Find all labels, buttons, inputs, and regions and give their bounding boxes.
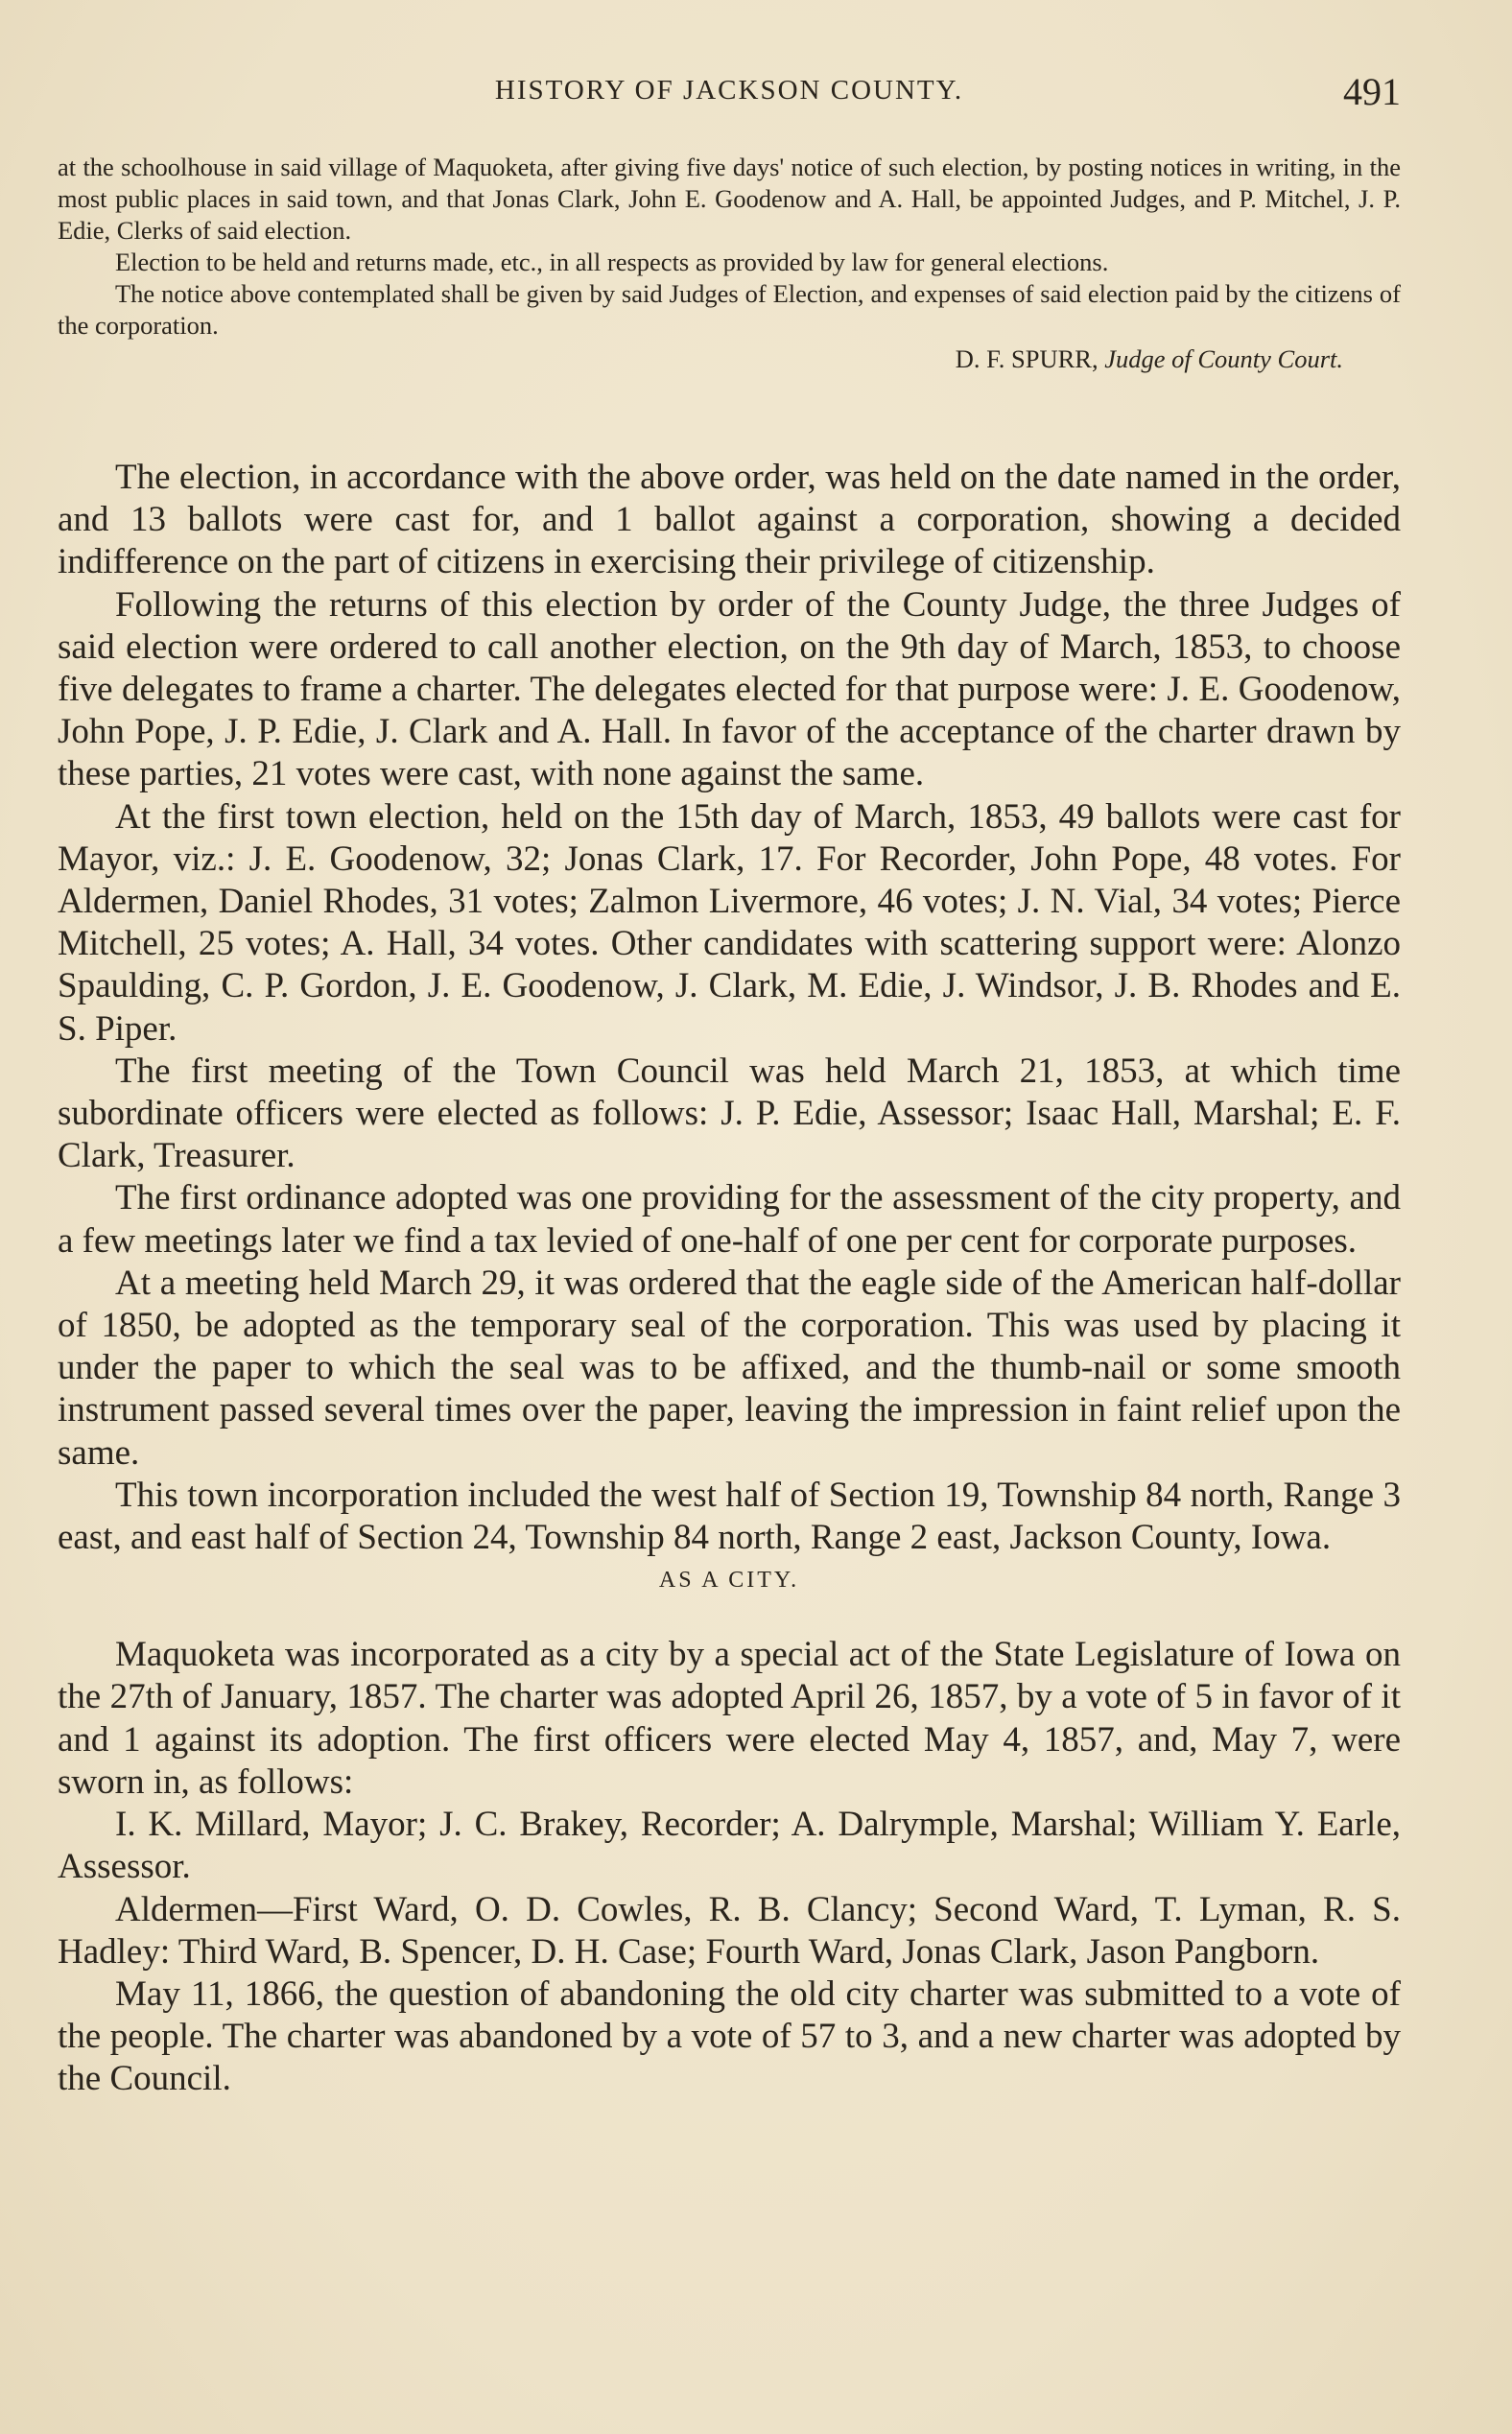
order-paragraph: at the schoolhouse in said village of Maquoketa, after giving five days' notice of such election, by posting notices in writing, in the most public places in said town, and that Jonas Clark, John E. Goodenow and A. Hall, be appointed Judges, and P. Mitchel, J. P. Edie, Clerks of said election. xyxy=(58,153,1401,245)
section-heading: AS A CITY. xyxy=(658,1568,800,1594)
body-paragraph: I. K. Millard, Mayor; J. C. Brakey, Recorder; A. Dalrymple, Marshal; William Y. Earle, Assessor. xyxy=(58,1805,1401,1887)
page-header xyxy=(58,69,1401,127)
body-paragraph: The first ordinance adopted was one providing for the assessment of the city property, and a few meetings later we find a tax levied of one-half of one per cent for corporate purposes. xyxy=(58,1178,1401,1261)
order-paragraph: The notice above contemplated shall be given by said Judges of Election, and expenses of said election paid by the citizens of the corporation. xyxy=(58,279,1401,340)
main-body-text xyxy=(58,457,1401,2101)
page-number: 491 xyxy=(1343,70,1401,113)
signature-title: Judge of County Court. xyxy=(1104,344,1343,373)
court-order-text xyxy=(58,152,1401,375)
body-paragraph: Following the returns of this election by order of the County Judge, the three Judges of said election were ordered to call another election, on the 9th day of March, 1853, to choose five delegates to frame a charter. The delegates elected for that purpose were: J. E. Goodenow, John Pope, J. P. Edie, J. Clark and A. Hall. In favor of the acceptance of the charter drawn by these parties, 21 votes were cast, with none against the same. xyxy=(58,584,1401,794)
body-paragraph: At a meeting held March 29, it was ordered that the eagle side of the American half-dollar of 1850, be adopted as the temporary seal of the corporation. This was used by placing it under the paper to which the seal was to be affixed, and the thumb-nail or some smooth instrument passed several times over the paper, leaving the impression in faint relief upon the same. xyxy=(58,1263,1401,1473)
body-paragraph: Maquoketa was incorporated as a city by a special act of the State Legislature of Iowa on the 27th of January, 1857. The charter was adopted April 26, 1857, by a vote of 5 in favor of it and 1 against its adoption. The first officers were elected May 4, 1857, and, May 7, were sworn in, as follows: xyxy=(58,1635,1401,1802)
body-paragraph: This town incorporation included the west half of Section 19, Township 84 north, Range 3 east, and east half of Section 24, Township 84 north, Range 2 east, Jackson County, Iowa. xyxy=(58,1475,1401,1558)
body-paragraph: The election, in accordance with the above order, was held on the date named in the order, and 13 ballots were cast for, and 1 ballot against a corporation, showing a decided indifference on the part of citizens in exercising their privilege of citizenship. xyxy=(58,458,1401,582)
body-paragraph: The first meeting of the Town Council was held March 21, 1853, at which time subordinate officers were elected as follows: J. P. Edie, Assessor; Isaac Hall, Marshal; E. F. Clark, Treasurer. xyxy=(58,1051,1401,1176)
order-paragraph: Election to be held and returns made, etc., in all respects as provided by law for general elections. xyxy=(115,248,1109,276)
body-paragraph: Aldermen—First Ward, O. D. Cowles, R. B. Clancy; Second Ward, T. Lyman, R. S. Hadley: Third Ward, B. Spencer, D. H. Case; Fourth Ward, Jonas Clark, Jason Pangborn. xyxy=(58,1889,1401,1972)
order-signature xyxy=(58,343,1401,375)
running-title: HISTORY OF JACKSON COUNTY. xyxy=(494,75,964,106)
body-paragraph: At the first town election, held on the 15th day of March, 1853, 49 ballots were cast for Mayor, viz.: J. E. Goodenow, 32; Jonas Clark, 17. For Recorder, John Pope, 48 votes. For Aldermen, Daniel Rhodes, 31 votes; Zalmon Livermore, 46 votes; J. N. Vial, 34 votes; Pierce Mitchell, 25 votes; A. Hall, 34 votes. Other candidates with scattering support were: Alonzo Spaulding, C. P. Gordon, J. E. Goodenow, J. Clark, M. Edie, J. Windsor, J. B. Rhodes and E. S. Piper. xyxy=(58,796,1401,1049)
body-paragraph: May 11, 1866, the question of abandoning the old city charter was submitted to a vote of the people. The charter was abandoned by a vote of 57 to 3, and a new charter was adopted by the Council. xyxy=(58,1973,1401,2099)
signature-name: D. F. SPURR, xyxy=(955,344,1099,373)
